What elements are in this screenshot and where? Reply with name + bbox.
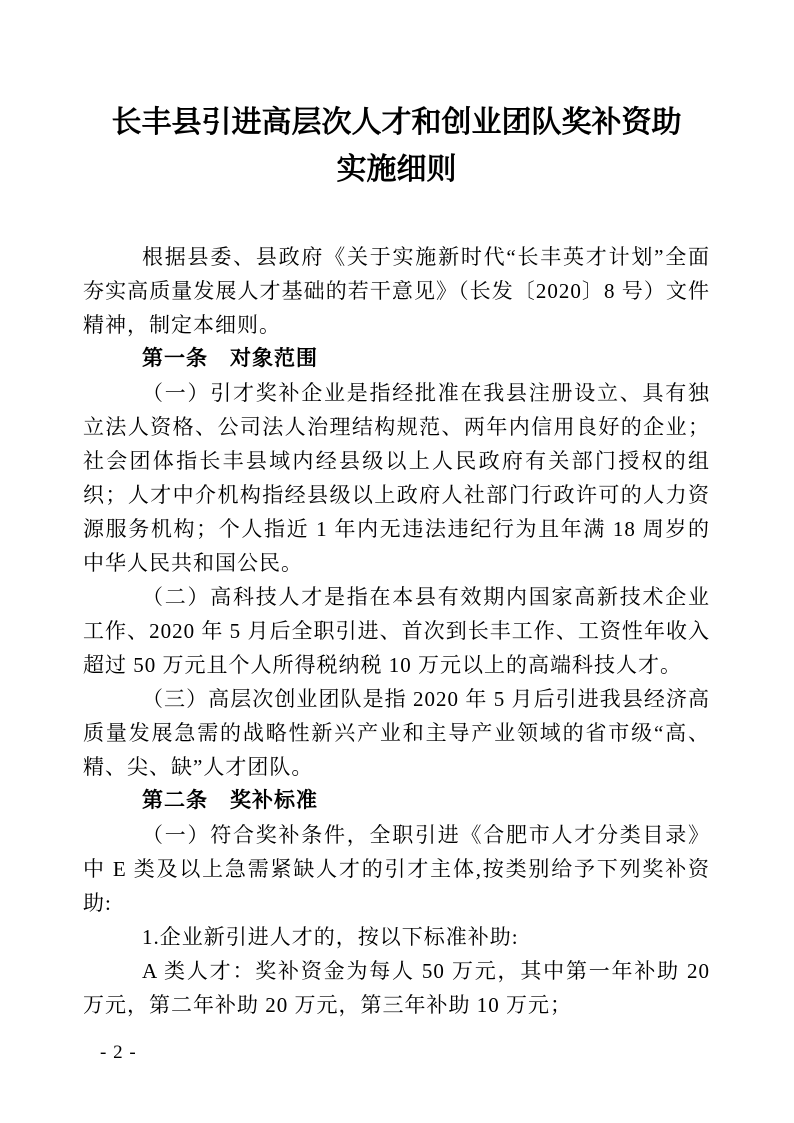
document-title-line-1: 长丰县引进高层次人才和创业团队奖补资助 (111, 106, 682, 139)
article-1-clause-1: （一）引才奖补企业是指经批准在我县注册设立、具有独立法人资格、公司法人治理结构规范、两年内信用良好的企业；社会团体指长丰县域内经县级以上人民政府有关部门授权的组织；人才中介机构指经县级以上政府人社部门行政许可的人力资源服务机构；个人指近 1 年内无违法违纪行为且年满 18 周岁的中华人民共和国公民。 (83, 381, 710, 575)
document-title (83, 99, 710, 193)
article-1-clause-2: （二）高科技人才是指在本县有效期内国家高新技术企业工作、2020 年 5 月后全职引进、首次到长丰工作、工资性年收入超过 50 万元且个人所得税纳税 10 万元以上的高端科技人才。 (83, 585, 710, 677)
article-1-clause-3: （三）高层次创业团队是指 2020 年 5 月后引进我县经济高质量发展急需的战略性新兴产业和主导产业领域的省市级“高、精、尖、缺”人才团队。 (83, 687, 710, 779)
article-1-heading: 第一条 对象范围 (142, 347, 318, 370)
intro-paragraph: 根据县委、县政府《关于实施新时代“长丰英才计划”全面夯实高质量发展人才基础的若干意见》（长发〔2020〕8 号）文件精神，制定本细则。 (83, 245, 710, 337)
article-2-clause-1: （一）符合奖补条件，全职引进《合肥市人才分类目录》中 E 类及以上急需紧缺人才的引才主体,按类别给予下列奖补资助: (83, 823, 710, 915)
article-2-heading: 第二条 奖补标准 (142, 789, 318, 812)
page-number: - 2 - (100, 1042, 137, 1063)
document-body (83, 240, 710, 1022)
document-title-line-2: 实施细则 (336, 153, 457, 186)
article-2-item-1-class-a: A 类人才：奖补资金为每人 50 万元，其中第一年补助 20 万元，第二年补助 20 万元，第三年补助 10 万元； (83, 959, 710, 1017)
article-2-item-1: 1.企业新引进人才的，按以下标准补助: (142, 925, 519, 949)
